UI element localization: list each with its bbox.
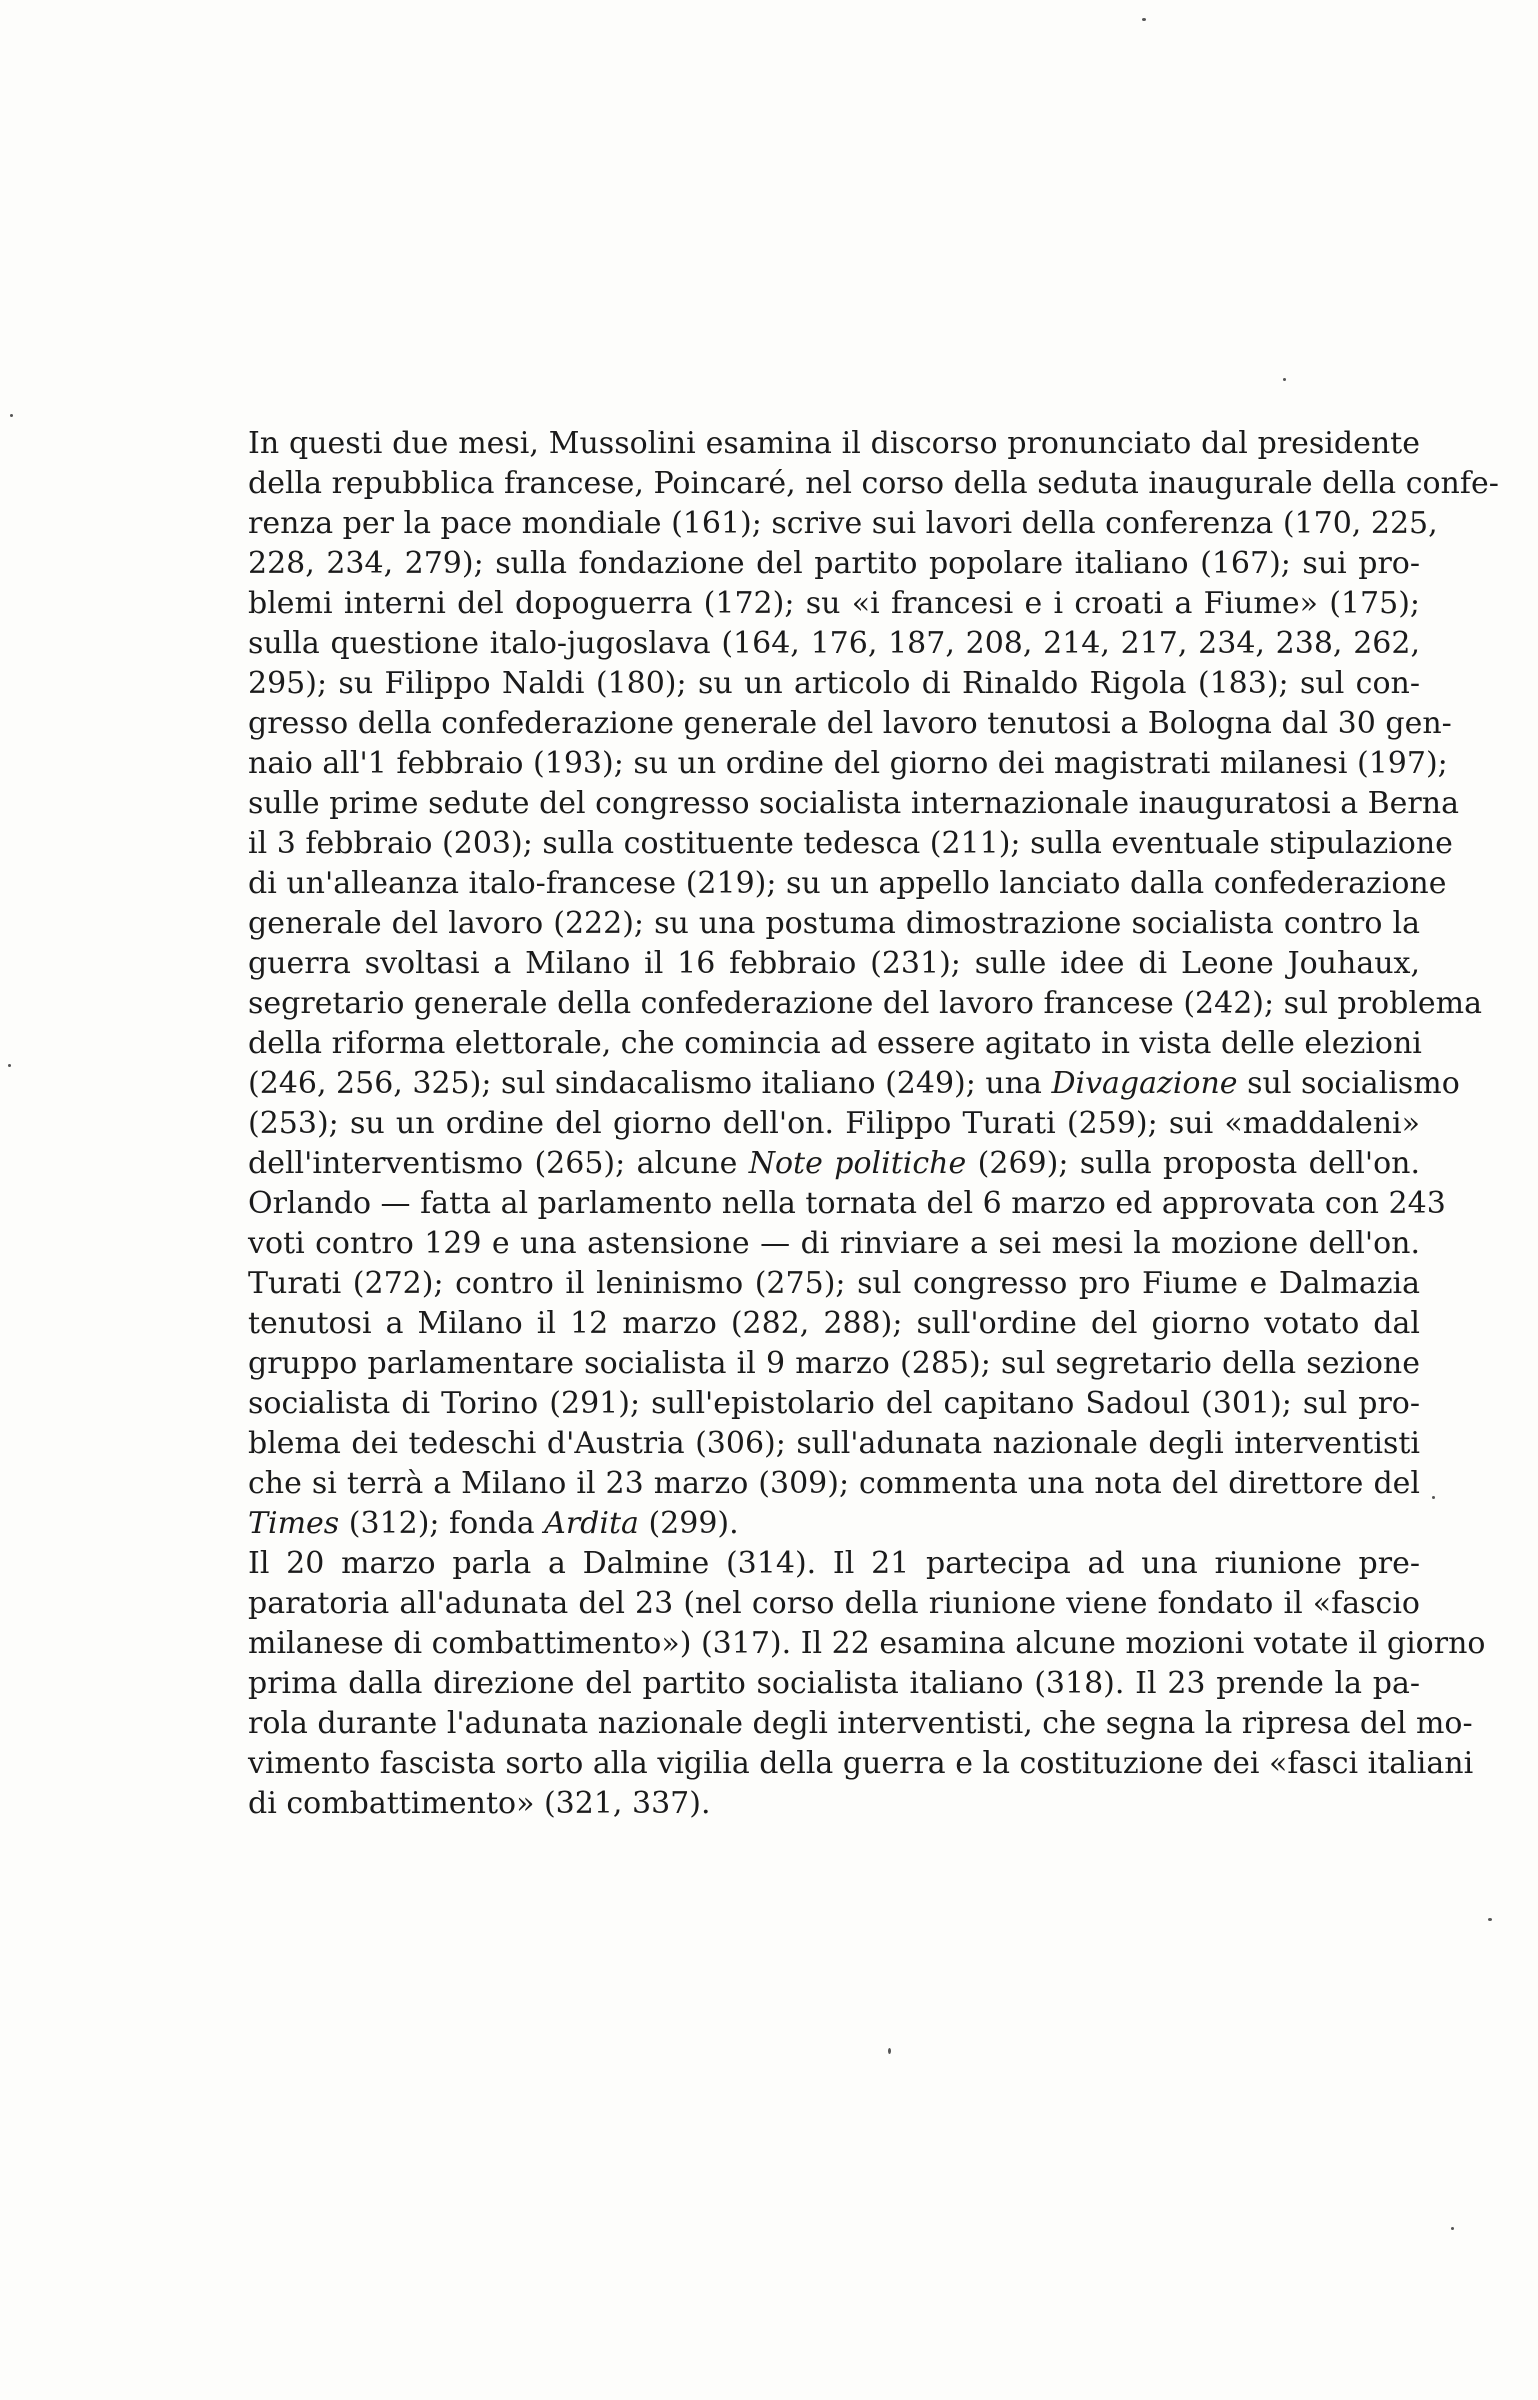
text-line: naio all'1 febbraio (193); su un ordine del giorno dei magistrati milanesi (197); [248,746,1448,781]
scan-speck [1488,1918,1492,1921]
text-line: socialista di Torino (291); sull'epistolario del capitano Sadoul (301); sul pro- [248,1386,1420,1421]
text-line: di un'alleanza italo-francese (219); su un appello lanciato dalla confederazione [248,866,1447,901]
scan-speck [1283,378,1286,381]
body-text [248,424,1499,1824]
scan-speck [1432,1496,1435,1499]
text-line: sulle prime sedute del congresso socialista internazionale inauguratosi a Berna [248,786,1459,821]
text-line: rola durante l'adunata nazionale degli interventisti, che segna la ripresa del mo- [248,1706,1473,1741]
italic-title-ardita: Ardita [544,1506,639,1541]
italic-title-note-politiche: Note politiche [748,1146,967,1181]
text-line: della riforma elettorale, che comincia ad essere agitato in vista delle elezioni [248,1026,1422,1061]
text-line: voti contro 129 e una astensione — di rinviare a sei mesi la mozione dell'on. [248,1226,1420,1261]
text-line: blema dei tedeschi d'Austria (306); sull'adunata nazionale degli interventisti [248,1426,1420,1461]
text-line-mixed [248,1504,1420,1544]
text-segment: (312); fonda [339,1506,545,1541]
text-line: 228, 234, 279); sulla fondazione del partito popolare italiano (167); sui pro- [248,546,1420,581]
text-line: segretario generale della confederazione del lavoro francese (242); sul problema [248,986,1482,1021]
text-segment: sul socialismo [1237,1066,1460,1101]
text-line: gruppo parlamentare socialista il 9 marzo (285); sul segretario della sezione [248,1346,1420,1381]
text-line: paratoria all'adunata del 23 (nel corso della riunione viene fondato il «fascio [248,1586,1420,1621]
text-line: sulla questione italo-jugoslava (164, 176, 187, 208, 214, 217, 234, 238, 262, [248,626,1420,661]
text-line: prima dalla direzione del partito socialista italiano (318). Il 23 prende la pa- [248,1666,1420,1701]
text-segment: (269); sulla proposta dell'on. [966,1146,1420,1181]
text-line: generale del lavoro (222); su una postuma dimostrazione socialista contro la [248,906,1420,941]
paragraph-2 [248,1544,1486,1824]
scan-speck [1451,2227,1454,2230]
text-line: Turati (272); contro il leninismo (275); sul congresso pro Fiume e Dalmazia [248,1266,1420,1301]
text-line: renza per la pace mondiale (161); scrive sui lavori della conferenza (170, 225, [248,506,1438,541]
text-line: tenutosi a Milano il 12 marzo (282, 288); sull'ordine del giorno votato dal [248,1306,1420,1341]
text-line: blemi interni del dopoguerra (172); su «i francesi e i croati a Fiume» (175); [248,586,1420,621]
text-segment: dell'interventismo (265); alcune [248,1146,749,1181]
text-line: guerra svoltasi a Milano il 16 febbraio (231); sulle idee di Leone Jouhaux, [248,946,1420,981]
scan-speck [888,2048,891,2054]
text-line-mixed [248,1064,1460,1104]
text-line: In questi due mesi, Mussolini esamina il discorso pronunciato dal presidente [248,426,1420,461]
text-line: di combattimento» (321, 337). [248,1786,711,1821]
text-line: che si terrà a Milano il 23 marzo (309); commenta una nota del direttore del [248,1466,1420,1501]
text-line: vimento fascista sorto alla vigilia della guerra e la costituzione dei «fasci italiani [248,1746,1474,1781]
scan-speck [1142,18,1146,21]
text-line: il 3 febbraio (203); sulla costituente tedesca (211); sulla eventuale stipulazione [248,826,1453,861]
paragraph-1 [248,424,1499,1544]
text-line: (253); su un ordine del giorno dell'on. Filippo Turati (259); sui «maddaleni» [248,1106,1420,1141]
text-line: 295); su Filippo Naldi (180); su un articolo di Rinaldo Rigola (183); sul con- [248,666,1420,701]
text-line: gresso della confederazione generale del lavoro tenutosi a Bologna dal 30 gen- [248,706,1452,741]
text-segment: (246, 256, 325); sul sindacalismo italiano (249); una [248,1066,1052,1101]
text-line-mixed [248,1144,1420,1184]
text-line: Il 20 marzo parla a Dalmine (314). Il 21 partecipa ad una riunione pre- [248,1546,1420,1581]
text-line: della repubblica francese, Poincaré, nel corso della seduta inaugurale della confe- [248,466,1499,501]
text-segment: (299). [638,1506,739,1541]
scan-speck [8,1064,11,1067]
text-line: Orlando — fatta al parlamento nella tornata del 6 marzo ed approvata con 243 [248,1186,1446,1221]
italic-title-divagazione: Divagazione [1051,1066,1238,1101]
scan-speck [10,414,13,417]
italic-title-times: Times [248,1506,340,1541]
text-line: milanese di combattimento») (317). Il 22 esamina alcune mozioni votate il giorno [248,1626,1486,1661]
